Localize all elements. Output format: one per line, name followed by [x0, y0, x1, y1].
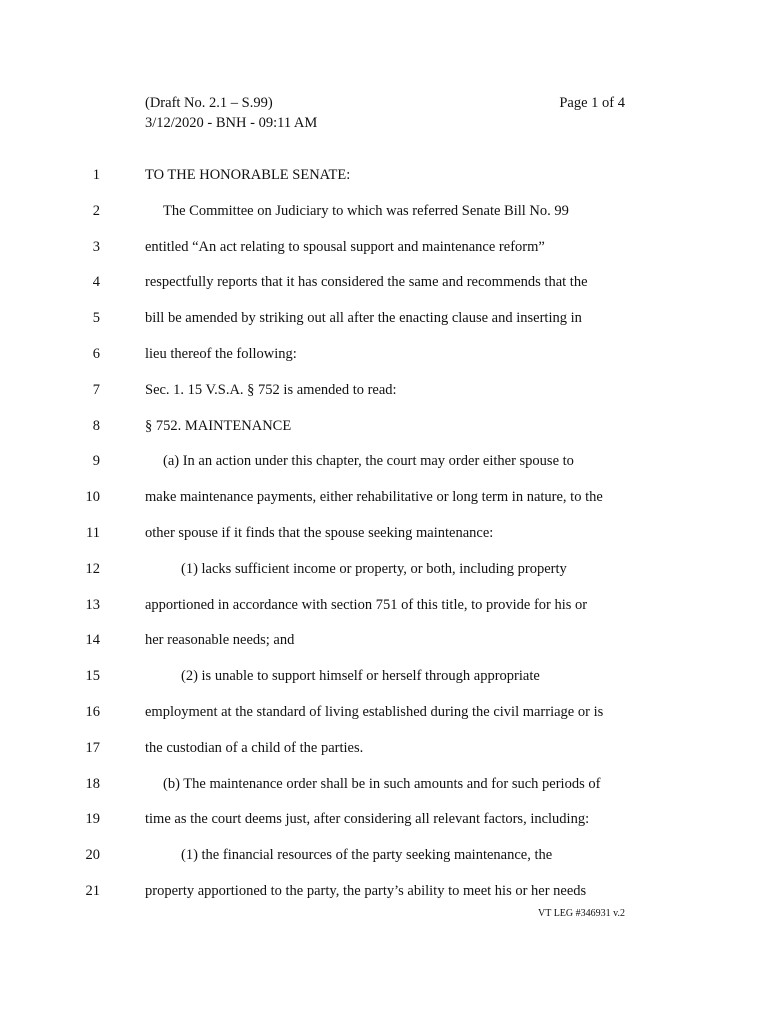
document-line: [0, 487, 770, 523]
document-line: [0, 738, 770, 774]
document-line: [0, 451, 770, 487]
line-text: Sec. 1. 15 V.S.A. § 752 is amended to read:: [145, 381, 397, 398]
line-number: 14: [85, 632, 100, 649]
document-line: [0, 881, 770, 917]
numbered-lines: [0, 165, 770, 917]
line-number: 7: [92, 381, 100, 398]
line-number: 21: [85, 882, 100, 899]
page-indicator: Page 1 of 4: [559, 95, 625, 111]
line-text: entitled “An act relating to spousal support and maintenance reform”: [145, 238, 545, 255]
line-text: time as the court deems just, after considering all relevant factors, including:: [145, 811, 590, 828]
document-line: [0, 595, 770, 631]
line-number: 20: [85, 847, 100, 864]
document-line: [0, 559, 770, 595]
line-text: apportioned in accordance with section 751 of this title, to provide for his or: [145, 596, 588, 613]
line-text: make maintenance payments, either rehabilitative or long term in nature, to the: [145, 489, 603, 506]
document-line: [0, 344, 770, 380]
document-line: [0, 845, 770, 881]
document-line: [0, 630, 770, 666]
document-line: [0, 774, 770, 810]
draft-number: (Draft No. 2.1 – S.99): [145, 95, 273, 111]
document-line: [0, 416, 770, 452]
line-text: (2) is unable to support himself or herself through appropriate: [181, 668, 540, 685]
line-number: 19: [85, 811, 100, 828]
line-number: 10: [85, 489, 100, 506]
line-text: the custodian of a child of the parties.: [145, 739, 364, 756]
document-line: [0, 237, 770, 273]
line-number: 1: [92, 167, 100, 183]
line-number: 18: [85, 775, 100, 792]
line-text: (b) The maintenance order shall be in such amounts and for such periods of: [163, 775, 601, 792]
line-number: 9: [92, 453, 100, 470]
line-text: The Committee on Judiciary to which was referred Senate Bill No. 99: [163, 202, 569, 219]
draft-header: [145, 93, 317, 133]
line-text: respectfully reports that it has considered the same and recommends that the: [145, 274, 588, 291]
line-number: 17: [85, 739, 100, 756]
document-line: [0, 380, 770, 416]
line-text: § 752. MAINTENANCE: [145, 417, 292, 434]
line-number: 12: [85, 560, 100, 577]
document-line: [0, 272, 770, 308]
line-text: property apportioned to the party, the party’s ability to meet his or her needs: [145, 882, 587, 899]
line-text: bill be amended by striking out all after the enacting clause and inserting in: [145, 310, 582, 327]
draft-datetime: 3/12/2020 - BNH - 09:11 AM: [145, 115, 318, 131]
document-line: [0, 165, 770, 201]
line-text: lieu thereof the following:: [145, 345, 297, 362]
document-line: [0, 523, 770, 559]
line-number: 4: [92, 274, 100, 291]
line-number: 13: [85, 596, 100, 613]
document-line: [0, 201, 770, 237]
document-line: [0, 666, 770, 702]
document-id-footer: VT LEG #346931 v.2: [538, 908, 625, 919]
line-number: 15: [85, 668, 100, 685]
line-number: 5: [92, 310, 100, 327]
document-line: [0, 308, 770, 344]
line-number: 2: [92, 202, 100, 219]
line-number: 8: [92, 417, 100, 434]
line-text: her reasonable needs; and: [145, 632, 295, 649]
line-text: TO THE HONORABLE SENATE:: [145, 167, 351, 183]
line-text: (1) the financial resources of the party seeking maintenance, the: [181, 847, 553, 864]
line-text: (a) In an action under this chapter, the court may order either spouse to: [163, 453, 574, 470]
document-line: [0, 809, 770, 845]
line-text: other spouse if it finds that the spouse seeking maintenance:: [145, 524, 494, 541]
line-number: 16: [85, 703, 100, 720]
line-text: employment at the standard of living established during the civil marriage or is: [145, 703, 604, 720]
document-line: [0, 702, 770, 738]
line-number: 6: [92, 345, 100, 362]
line-number: 11: [86, 524, 100, 541]
line-number: 3: [92, 238, 100, 255]
line-text: (1) lacks sufficient income or property, or both, including property: [181, 560, 567, 577]
